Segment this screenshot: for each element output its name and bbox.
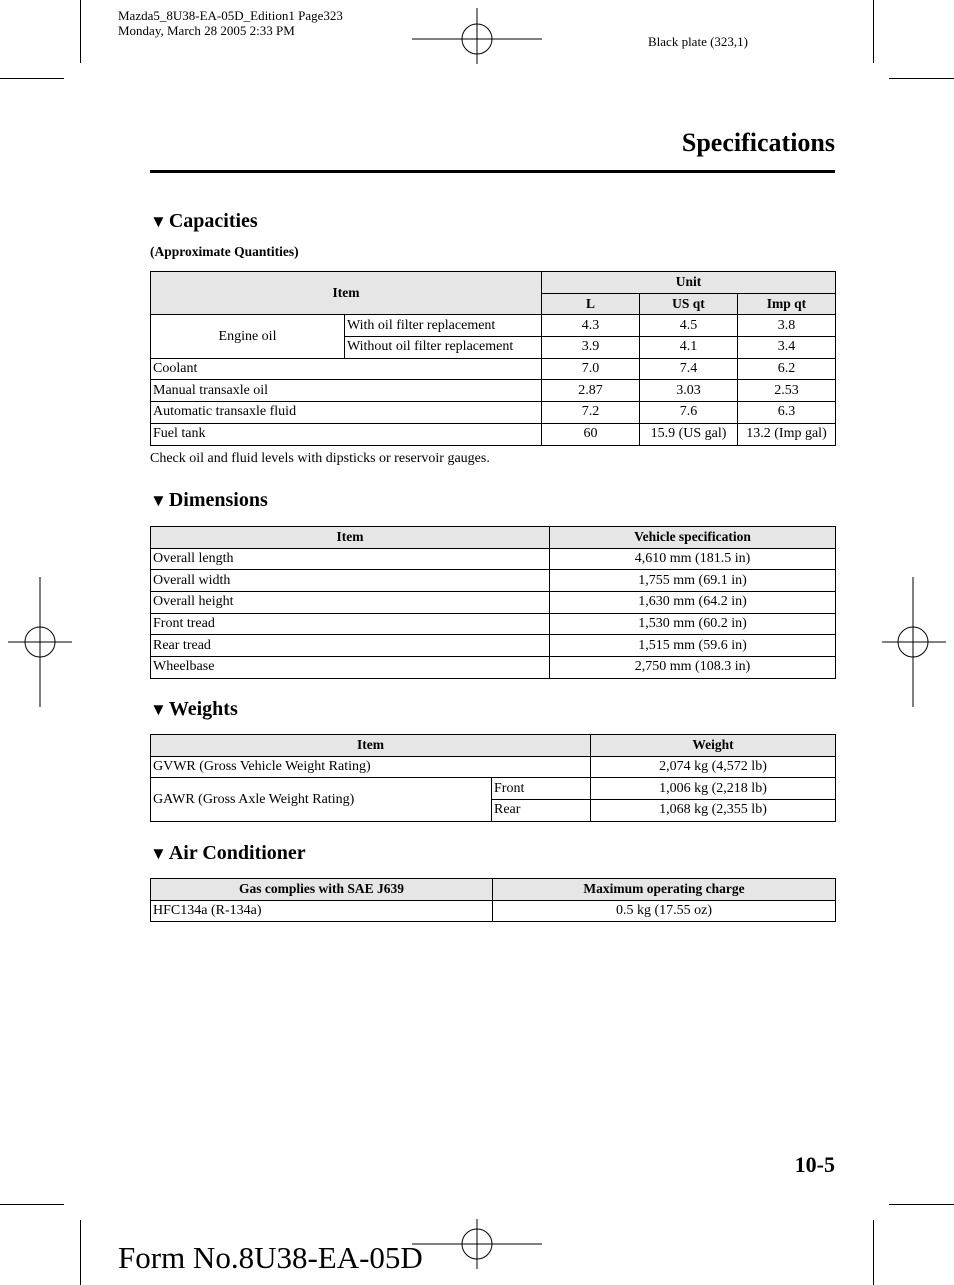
table-row	[151, 657, 836, 679]
gawr-front-value: 1,006 kg (2,218 lb)	[591, 778, 836, 800]
table-cell: 13.2 (Imp gal)	[738, 423, 836, 445]
table-row	[151, 315, 836, 337]
table-row	[151, 272, 836, 294]
table-row	[151, 358, 836, 380]
table-row	[151, 613, 836, 635]
table-cell: 2.87	[542, 380, 640, 402]
table-cell: 1,755 mm (69.1 in)	[550, 570, 836, 592]
table-cell: 6.2	[738, 358, 836, 380]
table-cell: Automatic transaxle fluid	[151, 402, 542, 424]
col-item: Item	[151, 527, 550, 549]
gas-value: HFC134a (R-134a)	[151, 900, 493, 922]
table-cell: 7.0	[542, 358, 640, 380]
col-gas: Gas complies with SAE J639	[151, 879, 493, 901]
table-cell: 7.4	[640, 358, 738, 380]
table-cell: Wheelbase	[151, 657, 550, 679]
table-cell: 1,515 mm (59.6 in)	[550, 635, 836, 657]
air-conditioner-heading	[150, 842, 306, 865]
table-row	[151, 900, 836, 922]
engine-oil-label: Engine oil	[151, 315, 345, 358]
page-number: 10-5	[794, 1152, 835, 1177]
table-cell: 1,630 mm (64.2 in)	[550, 592, 836, 614]
charge-value: 0.5 kg (17.55 oz)	[493, 900, 836, 922]
capacities-subheading: (Approximate Quantities)	[150, 244, 299, 259]
table-cell: 6.3	[738, 402, 836, 424]
triangle-down-icon: ▼	[150, 491, 167, 510]
form-number: Form No.8U38-EA-05D	[118, 1240, 423, 1275]
table-row	[151, 592, 836, 614]
gawr-front-label: Front	[492, 778, 591, 800]
gvwr-value: 2,074 kg (4,572 lb)	[591, 756, 836, 778]
col-item: Item	[151, 735, 591, 757]
col-unit: Unit	[542, 272, 836, 294]
table-cell: Fuel tank	[151, 423, 542, 445]
table-cell: Coolant	[151, 358, 542, 380]
table-row	[151, 635, 836, 657]
col-vehicle-spec: Vehicle specification	[550, 527, 836, 549]
dimensions-heading	[150, 489, 268, 512]
plate-label: Black plate (323,1)	[648, 34, 748, 49]
date-line: Monday, March 28 2005 2:33 PM	[118, 23, 295, 38]
col-max-charge: Maximum operating charge	[493, 879, 836, 901]
table-cell: Without oil filter replacement	[345, 337, 542, 359]
weights-heading-text: Weights	[168, 698, 238, 720]
table-cell: Manual transaxle oil	[151, 380, 542, 402]
registration-mark-left	[8, 577, 72, 707]
table-row	[151, 402, 836, 424]
table-cell: 7.2	[542, 402, 640, 424]
table-row	[151, 527, 836, 549]
col-weight: Weight	[591, 735, 836, 757]
table-cell: 3.8	[738, 315, 836, 337]
table-cell: 3.4	[738, 337, 836, 359]
air-conditioner-heading-text: Air Conditioner	[168, 842, 306, 864]
table-row	[151, 570, 836, 592]
capacities-table	[150, 271, 836, 446]
gvwr-label: GVWR (Gross Vehicle Weight Rating)	[151, 756, 591, 778]
dimensions-heading-text: Dimensions	[168, 489, 268, 511]
col-item: Item	[151, 272, 542, 315]
title-rule	[150, 170, 835, 173]
triangle-down-icon: ▼	[150, 844, 167, 863]
table-cell: 2,750 mm (108.3 in)	[550, 657, 836, 679]
page-title: Specifications	[681, 128, 835, 157]
weights-table	[150, 734, 836, 822]
dimensions-table	[150, 526, 836, 679]
table-cell: 4,610 mm (181.5 in)	[550, 548, 836, 570]
col-unit-l: L	[542, 293, 640, 315]
table-cell: 1,530 mm (60.2 in)	[550, 613, 836, 635]
registration-mark-right	[882, 577, 946, 707]
registration-mark-bottom	[412, 1219, 542, 1285]
table-cell: 60	[542, 423, 640, 445]
capacities-heading-text: Capacities	[168, 210, 258, 232]
table-cell: 3.03	[640, 380, 738, 402]
table-cell: Overall width	[151, 570, 550, 592]
table-row	[151, 756, 836, 778]
table-cell: 2.53	[738, 380, 836, 402]
col-unit-impqt: Imp qt	[738, 293, 836, 315]
table-row	[151, 735, 836, 757]
air-conditioner-table	[150, 878, 836, 922]
triangle-down-icon: ▼	[150, 212, 167, 231]
table-cell: With oil filter replacement	[345, 315, 542, 337]
table-cell: 3.9	[542, 337, 640, 359]
table-row	[151, 778, 836, 800]
table-row	[151, 423, 836, 445]
weights-heading	[150, 698, 238, 721]
table-cell: Rear tread	[151, 635, 550, 657]
registration-mark-top	[412, 8, 542, 64]
table-cell: 4.1	[640, 337, 738, 359]
capacities-note: Check oil and fluid levels with dipsticks or reservoir gauges.	[150, 451, 490, 466]
col-unit-usqt: US qt	[640, 293, 738, 315]
table-row	[151, 879, 836, 901]
gawr-label: GAWR (Gross Axle Weight Rating)	[151, 778, 492, 821]
table-cell: 15.9 (US gal)	[640, 423, 738, 445]
file-line: Mazda5_8U38-EA-05D_Edition1 Page323	[118, 8, 343, 23]
table-cell: 4.5	[640, 315, 738, 337]
table-row	[151, 548, 836, 570]
table-cell: Overall height	[151, 592, 550, 614]
table-cell: 7.6	[640, 402, 738, 424]
print-header	[118, 8, 343, 38]
capacities-heading	[150, 210, 258, 233]
gawr-rear-label: Rear	[492, 800, 591, 822]
triangle-down-icon: ▼	[150, 700, 167, 719]
table-cell: Front tread	[151, 613, 550, 635]
gawr-rear-value: 1,068 kg (2,355 lb)	[591, 800, 836, 822]
table-cell: 4.3	[542, 315, 640, 337]
table-row	[151, 380, 836, 402]
table-cell: Overall length	[151, 548, 550, 570]
